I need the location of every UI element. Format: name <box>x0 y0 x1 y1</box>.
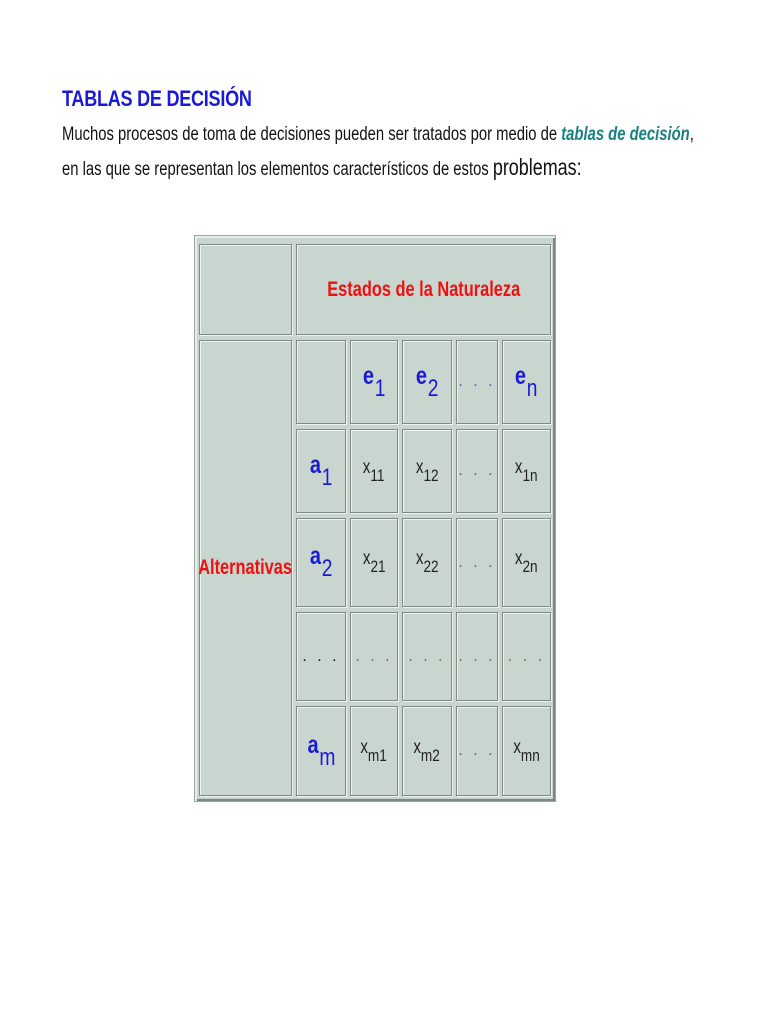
payoff-xmn: $x_{mn}$ <box>502 706 551 796</box>
payoff-xm2: $x_{m2}$ <box>402 706 452 796</box>
intro-text-2-end: problemas: <box>492 154 582 180</box>
payoff-x22: $x_{22}$ <box>402 518 452 607</box>
payoff-x2n: $x_{2n}$ <box>502 518 551 607</box>
payoff-ellipsis: . . . <box>456 429 498 513</box>
intro-comma: , <box>689 124 694 145</box>
states-header-cell <box>296 244 551 335</box>
payoff-ellipsis: . . . <box>456 612 498 701</box>
alternatives-header-cell <box>199 340 292 796</box>
intro-line-1 <box>62 118 702 151</box>
states-row-blank <box>296 340 346 424</box>
payoff-ellipsis: . . . <box>456 706 498 796</box>
payoff-x11: $x_{11}$ <box>350 429 398 513</box>
payoff-ellipsis: . . . <box>350 612 398 701</box>
intro-text-2: en las que se representan los elementos característicos de estos <box>62 159 493 180</box>
alt-a2: $a_2$ <box>296 518 346 607</box>
intro-text: Muchos procesos de toma de decisiones pueden ser tratados por medio de <box>62 124 562 145</box>
state-e1: $e_1$ <box>350 340 398 424</box>
payoff-ellipsis: . . . <box>502 612 551 701</box>
payoff-xm1: $x_{m1}$ <box>350 706 398 796</box>
payoff-x1n: $x_{1n}$ <box>502 429 551 513</box>
page-title: TABLAS DE DECISIÓN <box>62 86 252 111</box>
alt-am: $a_m$ <box>296 706 346 796</box>
state-ellipsis: . . . <box>456 340 498 424</box>
payoff-x21: $x_{21}$ <box>350 518 398 607</box>
payoff-ellipsis: . . . <box>456 518 498 607</box>
alternatives-header: Alternativas <box>198 556 293 579</box>
intro-paragraph <box>62 118 702 186</box>
state-en: $e_n$ <box>502 340 551 424</box>
states-header: Estados de la Naturaleza <box>326 277 521 301</box>
alt-ellipsis: . . . <box>296 612 346 701</box>
intro-line-2 <box>62 151 702 186</box>
payoff-x12: $x_{12}$ <box>402 429 452 513</box>
intro-emphasis: tablas de decisión <box>561 124 690 145</box>
payoff-ellipsis: . . . <box>402 612 452 701</box>
decision-table <box>194 235 556 802</box>
alt-a1: $a_1$ <box>296 429 346 513</box>
state-e2: $e_2$ <box>402 340 452 424</box>
corner-cell <box>199 244 292 335</box>
